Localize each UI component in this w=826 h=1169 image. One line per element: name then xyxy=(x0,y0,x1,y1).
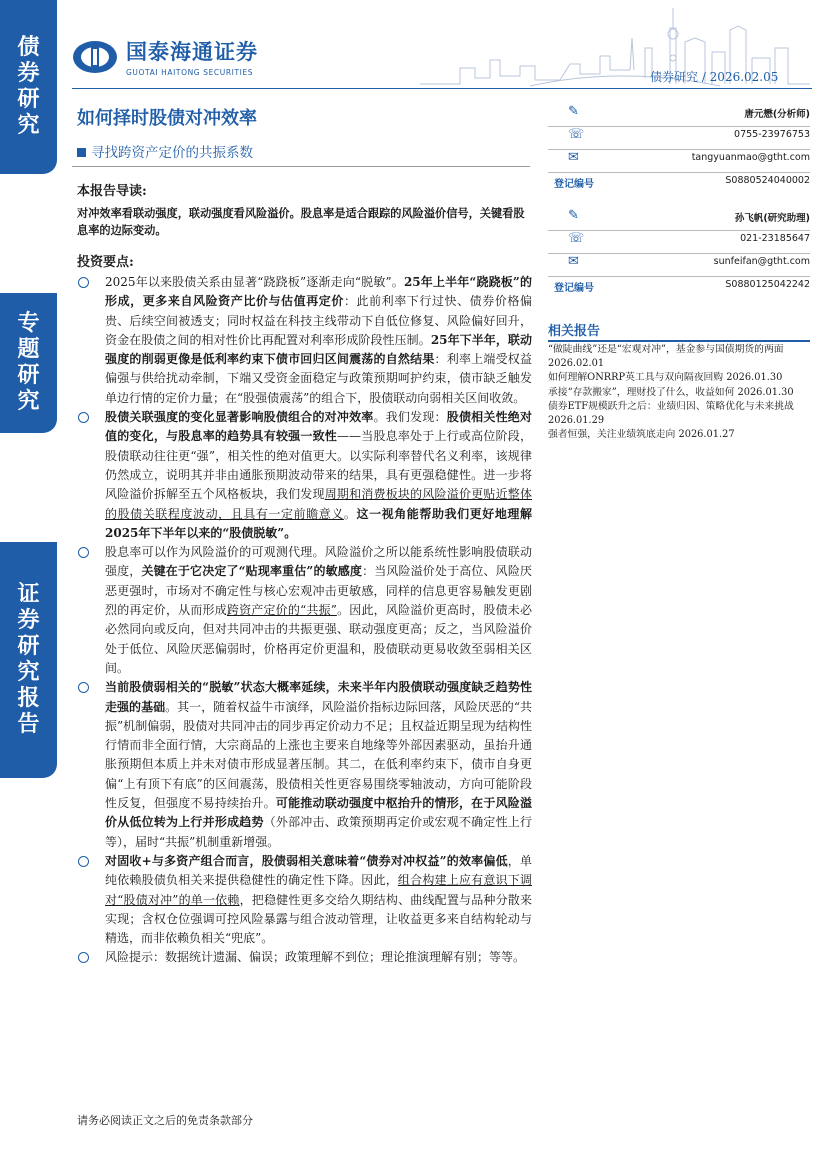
analyst-name-row xyxy=(548,208,810,229)
sidebar-section-bond xyxy=(0,0,57,174)
sidebar-char: 研 xyxy=(17,634,40,659)
analyst-name-row xyxy=(548,104,810,125)
related-report-item[interactable]: 强者恒强，关注业绩筑底走向 2026.01.27 xyxy=(548,429,735,441)
sidebar-char: 券 xyxy=(17,608,40,633)
related-reports-list xyxy=(548,343,813,442)
analyst-phone-row xyxy=(548,231,810,252)
analyst-email[interactable]: sunfeifan@gtht.com xyxy=(713,256,810,267)
analyst-email-row xyxy=(548,254,810,275)
point-text-segment: 。 xyxy=(343,506,357,521)
investment-point xyxy=(77,543,532,678)
point-text-segment: ：利率上端受权益偏强与供给扰动牵制，下端又受资金面稳定与政策预期呵护约束，债市缺乏触发单边行情的定价力量；在“股强债震荡”的组合下，股债联动向弱相关区间收敛。 xyxy=(105,352,532,405)
sidebar-label xyxy=(17,582,39,738)
analyst-card xyxy=(548,208,810,298)
point-text-segment: 股债相关性绝对值的变化，与股息率的趋势具有较强一致性 xyxy=(105,410,532,444)
analyst-reg-no-row xyxy=(548,173,810,194)
sidebar-char: 研 xyxy=(17,87,40,112)
sidebar-label xyxy=(17,35,39,139)
report-subtitle xyxy=(77,141,253,161)
bullet-circle-icon xyxy=(78,547,89,558)
point-text-segment: 25年上半年“跷跷板”的形成，更多来自风险资产比价与估值再定价 xyxy=(105,275,532,309)
reg-label: 登记编号 xyxy=(554,179,594,190)
sidebar-char: 究 xyxy=(17,389,40,414)
analyst-reg-no: S0880125042242 xyxy=(725,279,810,290)
point-text-segment: 可能推动联动强度中枢抬升的情形，在于风险溢价从低位转为上行并形成趋势 xyxy=(105,796,532,830)
related-report-item[interactable]: “做陡曲线”还是“宏观对冲”，基金参与国债期货的两面 2026.02.01 xyxy=(548,344,784,370)
sidebar-label xyxy=(17,311,39,415)
sidebar-char: 究 xyxy=(17,113,40,138)
bullet-circle-icon xyxy=(78,952,89,963)
point-text-segment: 当前股债弱相关的“脱敏”状态大概率延续，未来半年内股债联动强度缺乏趋势性走强的基础 xyxy=(105,680,532,714)
logo-text-cn: 国泰海通证券 xyxy=(126,40,258,64)
intro-text: 对冲效率看联动强度，联动强度看风险溢价。股息率是适合跟踪的风险溢价信号，关键看股息率的边际变动。 xyxy=(77,206,525,237)
point-text-segment: ——当股息率处于上行或高位阶段，股债联动往往更“强”，相关性的绝对值更大。以实际利率替代名义利率，该规律仍然成立，说明其并非由通胀预期波动带来的结果，具有更强稳健性。进一步将风险溢价拆解至五个风格板块，我们发现 xyxy=(105,429,532,502)
point-text-segment: 跨资产定价的“共振” xyxy=(226,603,337,618)
email-icon: ✉ xyxy=(568,150,579,165)
point-text-segment: 风险提示：数据统计遗漏、偏误；政策理解不到位；理论推演理解有别；等等。 xyxy=(105,950,526,965)
report-title: 如何择时股债对冲效率 xyxy=(77,108,257,129)
point-text-segment: 关键在于它决定了“贴现率重估”的敏感度 xyxy=(141,564,363,579)
investment-point xyxy=(77,408,532,543)
analyst-email[interactable]: tangyuanmao@gtht.com xyxy=(691,152,810,163)
point-text-segment: ：此前利率下行过快、债券价格偏贵、后续空间被透支；同时权益在科技主线带动下自低位修复、风险偏好回升，资金在股债之间的相对性价比再配置对利率形成阶段性压制。 xyxy=(105,294,532,347)
investment-points xyxy=(77,273,532,968)
company-logo xyxy=(72,36,258,77)
point-text-segment: 2025年以来股债关系由显著“跷跷板”逐渐走向“脱敏”。 xyxy=(105,275,404,289)
analyst-phone: 021-23185647 xyxy=(740,233,810,244)
sidebar-char: 题 xyxy=(17,337,40,362)
analyst-phone: 0755-23976753 xyxy=(734,129,810,140)
bullet-circle-icon xyxy=(78,277,89,288)
related-reports-title: 相关报告 xyxy=(548,324,601,339)
investment-point xyxy=(77,852,532,948)
sidebar-section-report xyxy=(0,542,57,778)
left-sidebar xyxy=(0,0,57,1169)
point-text-segment: ，单纯依赖股债负相关来提供稳健性的确定性下降。因此， xyxy=(105,853,532,888)
sidebar-char: 报 xyxy=(17,686,40,711)
logo-mark-icon xyxy=(72,39,118,75)
bullet-circle-icon xyxy=(78,856,89,867)
related-report-item[interactable]: 承接“存款搬家”，理财投了什么，收益如何 2026.01.30 xyxy=(548,386,794,398)
intro-heading: 本报告导读: xyxy=(77,184,147,199)
point-text-segment: （外部冲击、政策预期再定价或宏观不确定性上行等），届时“共振”机制重新增强。 xyxy=(105,815,532,849)
sidebar-char: 债 xyxy=(17,35,40,60)
analyst-card xyxy=(548,104,810,194)
point-text-segment: 组合构建上应有意识下调对“股债对冲”的单一依赖 xyxy=(105,873,532,907)
sidebar-char: 证 xyxy=(17,582,40,607)
point-text-segment: 。因此，风险溢价更高时，股债未必必然同向或反向，但对共同冲击的共振更强、联动强度更高；反之，当风险溢价处于低位、风险厌恶偏弱时，价格再定价更温和，股债联动更易收敛至弱相关区间。 xyxy=(105,603,532,675)
phone-icon: ☏ xyxy=(568,127,585,142)
analyst-reg-no-row xyxy=(548,277,810,298)
phone-icon: ☏ xyxy=(568,231,585,246)
sidebar-char: 研 xyxy=(17,363,40,388)
analyst-reg-no: S0880524040002 xyxy=(725,175,810,186)
point-text-segment: ，把稳健性更多交给久期结构、曲线配置与品种分散来实现；含权仓位强调可控风险暴露与组合波动管理，让收益更多来自结构轮动与精选，而非依赖负相关“兜底”。 xyxy=(105,892,532,946)
pen-icon: ✎ xyxy=(568,104,579,119)
sidebar-section-special xyxy=(0,293,57,433)
analyst-name: 孙飞帆(研究助理) xyxy=(734,213,810,224)
logo-text-en: GUOTAI HAITONG SECURITIES xyxy=(126,68,254,77)
analyst-phone-row xyxy=(548,127,810,148)
investment-point xyxy=(77,273,532,408)
point-text-segment: 对固收+与多资产组合而言，股债弱相关意味着“债券对冲权益”的效率偏低 xyxy=(105,853,508,868)
bullet-circle-icon xyxy=(78,412,89,423)
related-report-item[interactable]: 债券ETF规模跃升之后：业绩归因、策略优化与未来挑战 2026.01.29 xyxy=(548,400,794,427)
point-text-segment: 。其一，随着权益牛市演绎，风险溢价指标边际回落，风险厌恶的“共振”机制偏弱，股债对共同冲击的同步再定价动力不足；且权益近期呈现为结构性行情而非全面行情，大宗商品的上涨也主要来自地缘等外部因素驱动，虽抬升通胀预期但本质上并未对债市形成显著压制。其二，在低利率约束下，债市自身更偏“上有顶下有底”的区间震荡，股债相关性更容易围绕零轴波动，方向可能阶段性反复，但强度不易持续抬升。 xyxy=(105,699,532,811)
title-divider xyxy=(72,166,530,167)
subtitle-text: 寻找跨资产定价的共振系数 xyxy=(91,145,253,161)
point-text-segment: 25年下半年，联动强度的削弱更像是低利率约束下债市回归区间震荡的自然结果 xyxy=(105,332,532,367)
sidebar-char: 究 xyxy=(17,660,40,685)
point-text-segment: 周期和消费板块的风险溢价更贴近整体的股债关联程度波动，且具有一定前瞻意义 xyxy=(105,487,532,521)
point-text-segment: ：当风险溢价处于高位、风险厌恶更强时，市场对不确定性与核心宏观冲击更敏感，同样的信息更容易触发更剧烈的再定价，从而形成 xyxy=(105,564,532,618)
report-type-date: 债券研究 / 2026.02.05 xyxy=(650,70,779,84)
point-text-segment: 这一视角能帮助我们更好地理解2025年下半年以来的“股债脱敏”。 xyxy=(105,506,532,540)
email-icon: ✉ xyxy=(568,254,579,269)
sidebar-char: 告 xyxy=(17,712,40,737)
related-divider xyxy=(548,340,810,342)
points-heading: 投资要点: xyxy=(77,255,134,270)
point-text-segment: 。我们发现： xyxy=(373,410,447,425)
investment-point xyxy=(77,948,532,967)
analyst-email-row xyxy=(548,150,810,171)
point-text-segment: 股息率可以作为风险溢价的可观测代理。风险溢价之所以能系统性影响股债联动强度， xyxy=(105,545,532,579)
point-text-segment: 股债关联强度的变化显著影响股债组合的对冲效率 xyxy=(105,410,374,425)
header-divider xyxy=(72,88,812,89)
disclaimer-footer: 请务必阅读正文之后的免责条款部分 xyxy=(77,1114,253,1127)
square-bullet-icon xyxy=(77,148,86,157)
analyst-name: 唐元懋(分析师) xyxy=(744,109,810,120)
reg-label: 登记编号 xyxy=(554,283,594,294)
related-report-item[interactable]: 如何理解ONRRP英工具与双向隔夜回购 2026.01.30 xyxy=(548,372,783,384)
sidebar-char: 券 xyxy=(17,61,40,86)
pen-icon: ✎ xyxy=(568,208,579,223)
investment-point xyxy=(77,678,532,852)
sidebar-char: 专 xyxy=(17,311,40,336)
bullet-circle-icon xyxy=(78,682,89,693)
